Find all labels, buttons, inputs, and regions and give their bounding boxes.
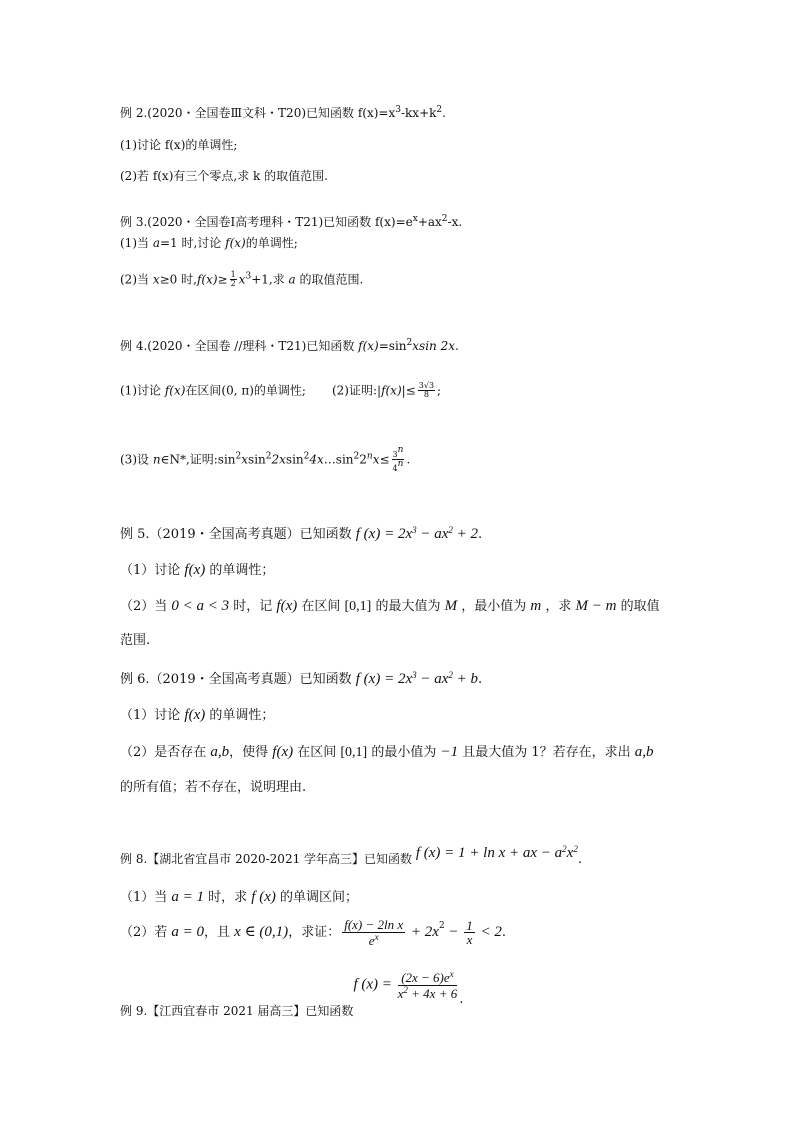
fx: f(x) bbox=[164, 383, 186, 398]
ex3-title-text: -x. bbox=[447, 215, 463, 229]
ex5-title bbox=[120, 526, 482, 542]
text: sin bbox=[285, 452, 304, 467]
text: . bbox=[459, 991, 464, 1007]
text: sin 2x. bbox=[419, 339, 459, 353]
ex9-title bbox=[120, 969, 464, 1018]
text: …sin bbox=[323, 452, 354, 467]
text: (2)证明:| bbox=[331, 383, 382, 398]
text: 的取值 bbox=[616, 599, 660, 614]
text: （2）若 bbox=[120, 925, 172, 941]
text: (2x − 6)e bbox=[401, 970, 450, 985]
ex8-title bbox=[120, 844, 582, 867]
fraction-one-half bbox=[230, 271, 237, 289]
text: + 2x bbox=[407, 924, 439, 941]
ex4-part1-2 bbox=[120, 382, 441, 400]
text: f (x) = 2x bbox=[355, 671, 413, 687]
text: ; bbox=[437, 383, 442, 398]
text: ，且 bbox=[204, 925, 235, 941]
exponent: 3 bbox=[412, 525, 417, 535]
interval: [0,1] bbox=[344, 599, 372, 614]
text: 的单调性； bbox=[205, 708, 275, 723]
ex5-part1 bbox=[120, 563, 274, 578]
text: . bbox=[478, 672, 483, 687]
text: 的最大值为 bbox=[371, 599, 445, 614]
exponent: 2 bbox=[436, 105, 443, 115]
text: . bbox=[577, 852, 582, 867]
text: e bbox=[368, 932, 375, 948]
fx: f(x) bbox=[358, 339, 379, 353]
exponent: 2 bbox=[353, 451, 360, 462]
exponent: 3 bbox=[395, 105, 401, 115]
denominator bbox=[392, 460, 405, 473]
var-x: x bbox=[238, 272, 246, 287]
text: sin bbox=[248, 452, 266, 467]
ex3-title bbox=[120, 215, 462, 228]
text: f (x) = 2x bbox=[355, 526, 413, 542]
text: 时，记 bbox=[229, 599, 277, 614]
ex3-title-text: 例 3.(2020・全国卷Ⅰ高考理科・T21)已知函数 f(x)=e bbox=[120, 215, 413, 229]
var-m: m bbox=[530, 598, 542, 614]
text: 的最小值为 bbox=[367, 745, 441, 760]
exponent: x bbox=[374, 931, 379, 942]
exponent: n bbox=[397, 445, 404, 455]
text: 4 bbox=[392, 464, 398, 474]
numerator bbox=[398, 970, 458, 986]
fx: f(x) bbox=[272, 744, 294, 760]
text: + 4x + 6 bbox=[407, 985, 458, 1001]
text: （1）当 bbox=[120, 890, 172, 905]
text: 例 8.【湖北省宜昌市 2020-2021 学年高三】已知函数 bbox=[120, 852, 416, 866]
text: 时，求 bbox=[204, 890, 252, 905]
text: =1 时,讨论 bbox=[159, 236, 226, 250]
ex3-part1 bbox=[120, 237, 298, 249]
exponent: 2 bbox=[573, 844, 578, 854]
ex6-part2 bbox=[120, 745, 654, 760]
fraction-3sqrt3-over-8 bbox=[418, 382, 435, 400]
value-neg-one: −1 bbox=[440, 744, 459, 760]
text: f (x) = 1 + ln x + ax − a bbox=[415, 845, 563, 861]
ex6-part1 bbox=[120, 708, 274, 723]
exponent: 3 bbox=[412, 670, 417, 680]
text: （2）当 bbox=[120, 599, 172, 614]
numerator: 3√3 bbox=[418, 381, 435, 390]
exponent: 2 bbox=[438, 921, 445, 932]
text: 3 bbox=[392, 450, 398, 459]
text: 在区间(0, π)的单调性; bbox=[185, 383, 306, 398]
text: (1)讨论 bbox=[120, 383, 165, 398]
text: 例 9.【江西宜春市 2021 届高三】已知函数 bbox=[120, 1003, 354, 1018]
exponent: 2 bbox=[235, 451, 242, 462]
fraction-ex9 bbox=[398, 970, 458, 1000]
var-x: x bbox=[152, 272, 160, 287]
text: . bbox=[501, 925, 507, 941]
text: ，使得 bbox=[229, 745, 273, 760]
fx: f(x) bbox=[196, 272, 218, 287]
fx: f(x) bbox=[276, 598, 298, 614]
denominator: 2 bbox=[230, 279, 236, 289]
vars-a-b: a,b bbox=[634, 744, 654, 760]
text: ，最小值为 bbox=[457, 599, 531, 614]
ex4-title bbox=[120, 339, 459, 352]
text: 在区间 bbox=[297, 599, 345, 614]
text: ≤ bbox=[379, 452, 390, 467]
text: − ax bbox=[416, 671, 449, 687]
exponent: 2 bbox=[448, 670, 453, 680]
fraction-3n-over-4n bbox=[392, 446, 405, 474]
exponent: 3 bbox=[245, 271, 252, 282]
exponent: 2 bbox=[441, 214, 448, 224]
text: 例 4.(2020・全国卷 //理科・T21)已知函数 bbox=[120, 339, 359, 353]
vars-a-b: a,b bbox=[210, 744, 230, 760]
interval: [0,1] bbox=[340, 745, 368, 760]
ex6-part2-cont: 的所有值；若不存在，说明理由. bbox=[120, 780, 307, 795]
ex5-part2-cont: 范围. bbox=[120, 633, 151, 648]
text: 的取值范围. bbox=[295, 272, 364, 287]
text: 的单调性； bbox=[205, 563, 275, 578]
text: （2）是否存在 bbox=[120, 745, 211, 760]
denominator bbox=[342, 933, 405, 948]
text: (3)设 bbox=[120, 452, 153, 467]
exponent: 2 bbox=[448, 525, 453, 535]
exponent: 2 bbox=[265, 451, 272, 462]
text: x bbox=[397, 985, 404, 1001]
text: |≤ bbox=[401, 383, 416, 398]
fx: f(x) bbox=[381, 383, 402, 398]
text: . bbox=[406, 452, 411, 467]
ex2-title-text: -kx+k bbox=[400, 106, 437, 120]
fx: f(x) bbox=[225, 236, 246, 250]
text: 在区间 bbox=[293, 745, 341, 760]
ex5-function bbox=[356, 526, 478, 542]
exponent: 2 bbox=[406, 338, 413, 348]
text: 的单调区间； bbox=[275, 890, 359, 905]
text: 例 5.（2019・全国高考真题）已知函数 bbox=[120, 527, 356, 542]
ex4-part3 bbox=[120, 446, 410, 474]
fx: f (x) = bbox=[353, 976, 396, 993]
text: 例 6.（2019・全国高考真题）已知函数 bbox=[120, 672, 356, 687]
denominator: x bbox=[466, 932, 473, 948]
condition: a = 0 bbox=[171, 924, 205, 941]
fx: f(x) bbox=[184, 707, 206, 723]
var-n: n bbox=[152, 452, 161, 467]
ex2-title-text: . bbox=[442, 106, 446, 120]
var-4x: 4x bbox=[309, 452, 324, 467]
var-M: M bbox=[444, 598, 458, 614]
text: ∈N*,证明:sin bbox=[160, 452, 236, 467]
denominator bbox=[398, 986, 458, 1001]
exponent: 2 bbox=[303, 451, 310, 462]
var-a: a bbox=[288, 272, 296, 287]
exponent: x bbox=[412, 214, 418, 224]
ex6-title bbox=[120, 671, 482, 687]
ex2-title bbox=[120, 106, 446, 119]
text: − ax bbox=[416, 526, 449, 542]
ex5-part2 bbox=[120, 599, 660, 614]
ex2-part1: (1)讨论 f(x)的单调性; bbox=[120, 138, 238, 152]
text: x bbox=[566, 845, 574, 861]
text: 2 bbox=[359, 452, 367, 467]
text: ≥ bbox=[217, 272, 228, 287]
fx: f(x) bbox=[184, 562, 206, 578]
exponent: x bbox=[449, 969, 454, 979]
ex8-function bbox=[416, 845, 578, 861]
exponent: 2 bbox=[403, 984, 408, 995]
condition: 0 < a < 3 bbox=[171, 598, 230, 614]
text: =sin bbox=[378, 339, 407, 353]
numerator bbox=[392, 446, 405, 460]
numerator: 1 bbox=[466, 917, 473, 933]
text: < 2 bbox=[476, 924, 502, 941]
ex2-part2: (2)若 f(x)有三个零点,求 k 的取值范围. bbox=[120, 169, 328, 183]
exponent: n bbox=[366, 451, 373, 462]
fx: f (x) bbox=[251, 889, 276, 905]
denominator: 8 bbox=[423, 390, 429, 400]
fraction-fx-minus-2lnx-over-ex bbox=[342, 918, 405, 947]
text: +1,求 bbox=[251, 272, 289, 287]
text: 且最大值为 1？若存在，求出 bbox=[458, 745, 635, 760]
ex2-title-text: 例 2.(2020・全国卷Ⅲ文科・T20)已知函数 f(x)=x bbox=[120, 106, 396, 120]
text: − bbox=[444, 924, 463, 941]
ex3-part2 bbox=[120, 271, 363, 289]
numerator: f(x) − 2ln x bbox=[344, 917, 404, 932]
expr-M-minus-m: M − m bbox=[575, 598, 617, 614]
text: ，求 bbox=[541, 599, 576, 614]
interval: x ∈ (0,1) bbox=[234, 924, 289, 941]
text: ≥0 时, bbox=[159, 272, 197, 287]
text: （1）讨论 bbox=[120, 563, 185, 578]
text: (1)当 bbox=[120, 236, 153, 250]
text: . bbox=[478, 527, 483, 542]
var-x: x bbox=[372, 452, 380, 467]
fraction-one-over-x bbox=[464, 919, 475, 947]
exponent: n bbox=[397, 459, 404, 470]
text: + 2 bbox=[452, 526, 479, 542]
ex3-title-text: +ax bbox=[417, 215, 442, 229]
var-x: x bbox=[241, 452, 249, 467]
text: 的单调性; bbox=[245, 236, 298, 250]
var-a: a bbox=[152, 236, 160, 250]
ex8-part1 bbox=[120, 890, 358, 905]
text: ，求证： bbox=[288, 925, 341, 941]
text: （1）讨论 bbox=[120, 708, 185, 723]
numerator: 1 bbox=[230, 270, 236, 279]
ex8-part2 bbox=[120, 918, 506, 947]
ex6-function bbox=[356, 671, 478, 687]
var-2x: 2x bbox=[271, 452, 286, 467]
text: + b bbox=[452, 671, 479, 687]
condition: a = 1 bbox=[171, 889, 205, 905]
var-x: x bbox=[412, 339, 420, 353]
text: (2)当 bbox=[120, 272, 153, 287]
exponent: 2 bbox=[562, 844, 567, 854]
